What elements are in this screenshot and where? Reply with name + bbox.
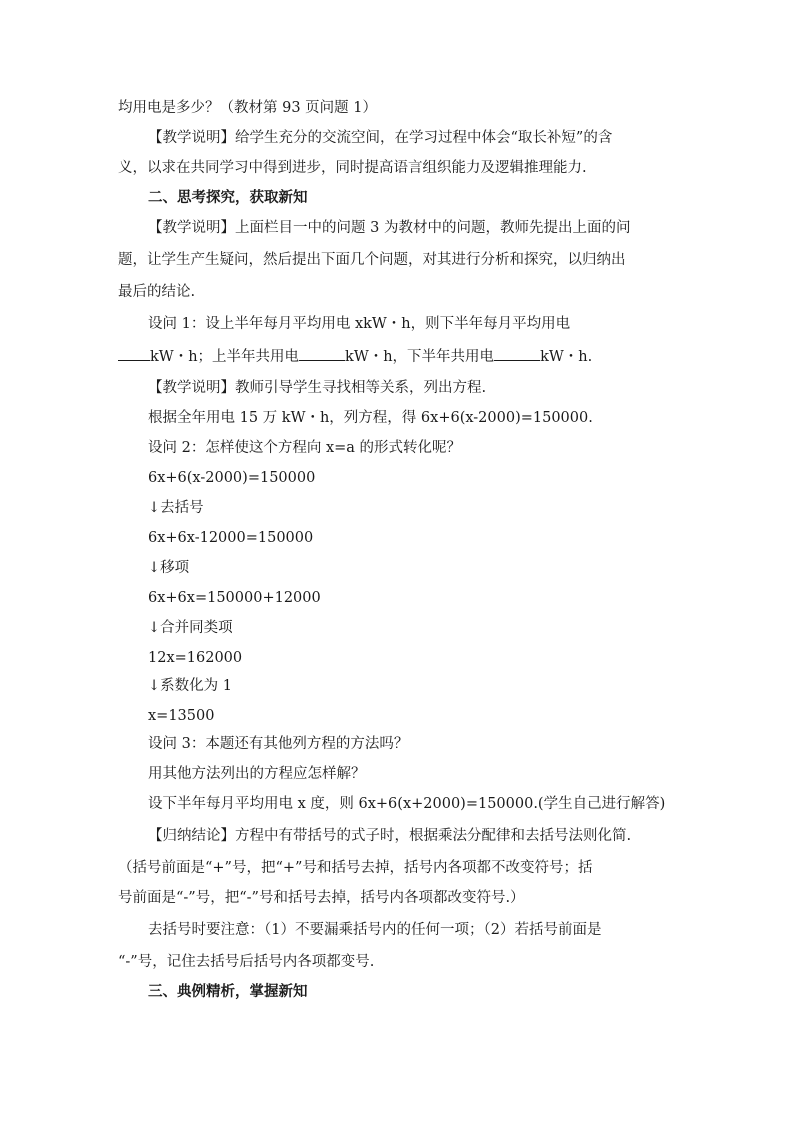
text-line: 均用电是多少？（教材第 93 页问题 1） (118, 100, 378, 116)
text-line: 【归纳结论】方程中有带括号的式子时，根据乘法分配律和去括号法则化简. (148, 828, 632, 844)
text-line: 根据全年用电 15 万 kW・h，列方程，得 6x+6(x-2000)=150000. (148, 410, 593, 426)
text-line: 最后的结论. (118, 284, 196, 300)
text-line: 去括号时要注意：（1）不要漏乘括号内的任何一项；（2）若括号前面是 (148, 922, 602, 938)
equation-step: 12x=162000 (148, 650, 243, 666)
step-label: ↓系数化为 1 (148, 678, 232, 694)
equation-step: 6x+6x=150000+12000 (148, 590, 321, 606)
text-line: 用其他方法列出的方程应怎样解？ (148, 766, 366, 782)
text-line: 设问 3：本题还有其他列方程的方法吗？ (148, 736, 409, 752)
text-segment: kW・h；上半年共用电 (150, 349, 300, 365)
text-segment: kW・h. (540, 349, 593, 365)
text-line: 【教学说明】给学生充分的交流空间，在学习过程中体会“取长补短”的含 (148, 130, 613, 146)
text-line: “-”号，记住去括号后括号内各项都变号. (118, 954, 375, 970)
step-label: ↓移项 (148, 560, 190, 576)
text-line: 【教学说明】教师引导学生寻找相等关系，列出方程. (148, 380, 487, 396)
text-line: （括号前面是“+”号，把“+”号和括号去掉，括号内各项都不改变符号；括 (118, 860, 593, 876)
step-label: ↓合并同类项 (148, 620, 233, 636)
equation-step: 6x+6x-12000=150000 (148, 530, 314, 546)
answer-blank (494, 346, 540, 361)
text-line: 【教学说明】上面栏目一中的问题 3 为教材中的问题，教师先提出上面的问 (148, 220, 631, 236)
text-line: 义，以求在共同学习中得到进步，同时提高语言组织能力及逻辑推理能力. (118, 160, 587, 176)
fill-in-blank-line (118, 346, 592, 367)
text-line: 号前面是“-”号，把“-”号和括号去掉，括号内各项都改变符号.） (118, 890, 525, 906)
step-label: ↓去括号 (148, 500, 204, 516)
text-line: 设下半年每月平均用电 x 度，则 6x+6(x+2000)=150000.(学生自己进行解答) (148, 796, 666, 812)
text-line: 题，让学生产生疑问，然后提出下面几个问题，对其进行分析和探究，以归纳出 (118, 252, 626, 268)
equation-step: 6x+6(x-2000)=150000 (148, 470, 316, 486)
section-heading: 三、典例精析，掌握新知 (148, 983, 308, 1000)
equation-step: x=13500 (148, 708, 215, 724)
answer-blank (299, 346, 345, 361)
text-segment: kW・h，下半年共用电 (345, 349, 495, 365)
text-line: 设问 2：怎样使这个方程向 x=a 的形式转化呢？ (148, 440, 462, 456)
text-line: 设问 1：设上半年每月平均用电 xkW・h，则下半年每月平均用电 (148, 316, 571, 332)
answer-blank (118, 346, 150, 361)
section-heading: 二、思考探究，获取新知 (148, 189, 308, 206)
